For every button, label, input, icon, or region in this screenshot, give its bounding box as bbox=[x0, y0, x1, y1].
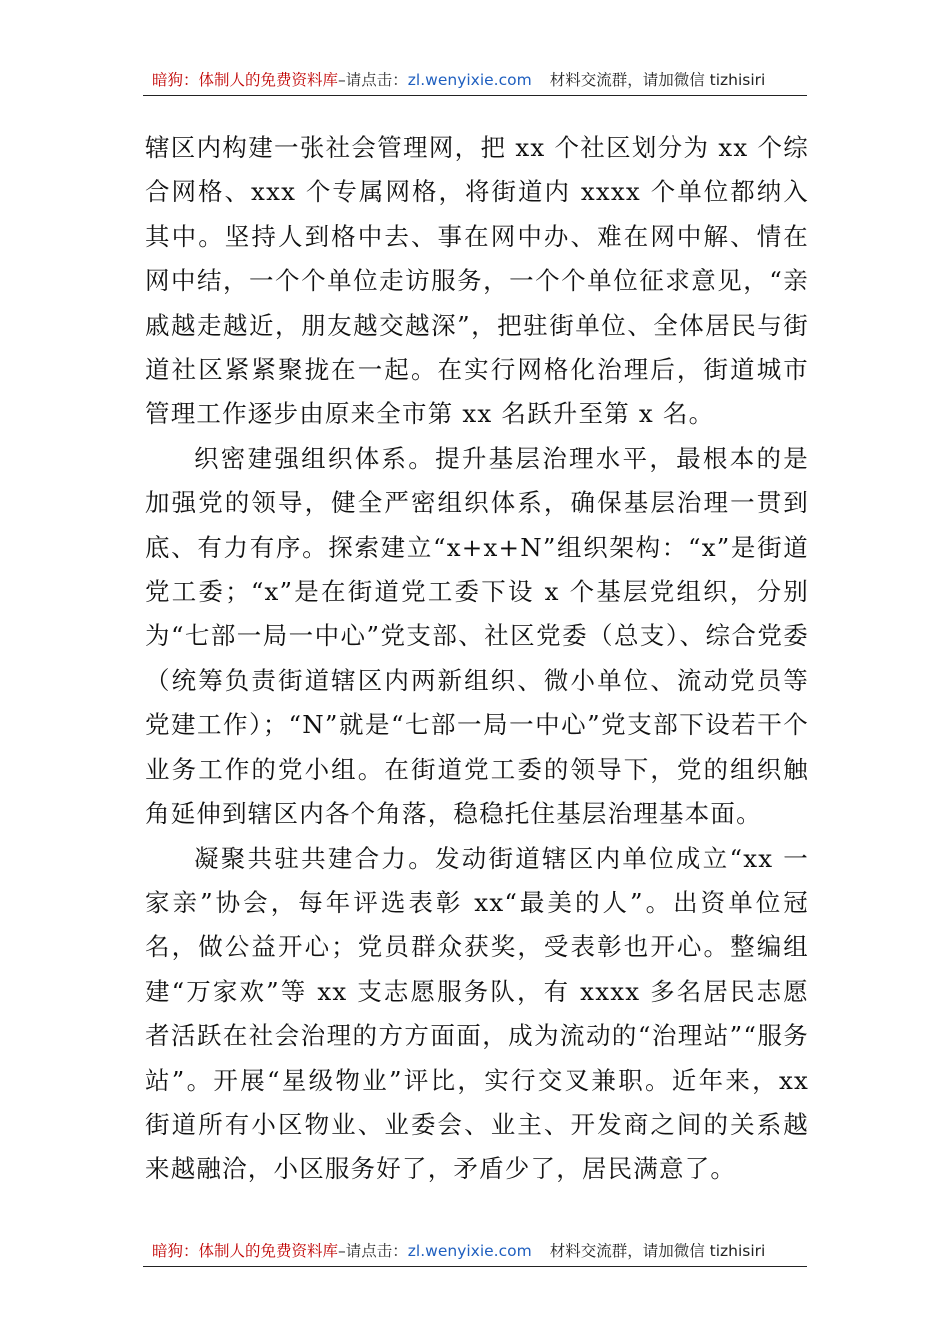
document-body bbox=[145, 126, 809, 1192]
footer-click-text: –请点击： bbox=[338, 1242, 408, 1260]
banner-group-text: 材料交流群，请加微信 tizhisiri bbox=[549, 71, 766, 89]
paragraph-joint-building: 凝聚共驻共建合力。发动街道辖区内单位成立“xx 一家亲”协会，每年评选表彰 xx“最美的人”。出资单位冠名，做公益开心；党员群众获奖，受表彰也开心。整编组建“万家欢”等 xx 支志愿服务队，有 xxxx 多名居民志愿者活跃在社会治理的方方面面，成为流动的“治理站”“服务站”。开展“星级物业”评比，实行交叉兼职。近年来，xx 街道所有小区物业、业委会、业主、开发商之间的关系越来越融洽，小区服务好了，矛盾少了，居民满意了。 bbox=[145, 843, 809, 1184]
footer-group-text: 材料交流群，请加微信 tizhisiri bbox=[549, 1242, 766, 1260]
banner-link[interactable]: zl.wenyixie.com bbox=[407, 71, 532, 89]
footer-link[interactable]: zl.wenyixie.com bbox=[407, 1242, 532, 1260]
footer-banner bbox=[143, 1235, 807, 1267]
header-banner bbox=[143, 64, 807, 96]
banner-click-text: –请点击： bbox=[338, 71, 408, 89]
paragraph-continued: 辖区内构建一张社会管理网，把 xx 个社区划分为 xx 个综合网格、xxx 个专属网格，将街道内 xxxx 个单位都纳入其中。坚持人到格中去、事在网中办、难在网中解、情在网中结，一个个单位走访服务，一个个单位征求意见，“亲戚越走越近，朋友越交越深”，把驻街单位、全体居民与街道社区紧紧聚拢在一起。在实行网格化治理后，街道城市管理工作逐步由原来全市第 xx 名跃升至第 x 名。 bbox=[145, 133, 809, 429]
banner-brand-text: 暗狗：体制人的免费资料库 bbox=[152, 71, 339, 89]
paragraph-organization-system: 织密建强组织体系。提升基层治理水平，最根本的是加强党的领导，健全严密组织体系，确保基层治理一贯到底、有力有序。探索建立“x+x+N”组织架构：“x”是街道党工委；“x”是在街道党工委下设 x 个基层党组织，分别为“七部一局一中心”党支部、社区党委（总支）、综合党委（统筹负责街道辖区内两新组织、微小单位、流动党员等党建工作）；“N”就是“七部一局一中心”党支部下设若干个业务工作的党小组。在街道党工委的领导下，党的组织触角延伸到辖区内各个角落，稳稳托住基层治理基本面。 bbox=[145, 443, 809, 829]
footer-brand-text: 暗狗：体制人的免费资料库 bbox=[152, 1242, 339, 1260]
